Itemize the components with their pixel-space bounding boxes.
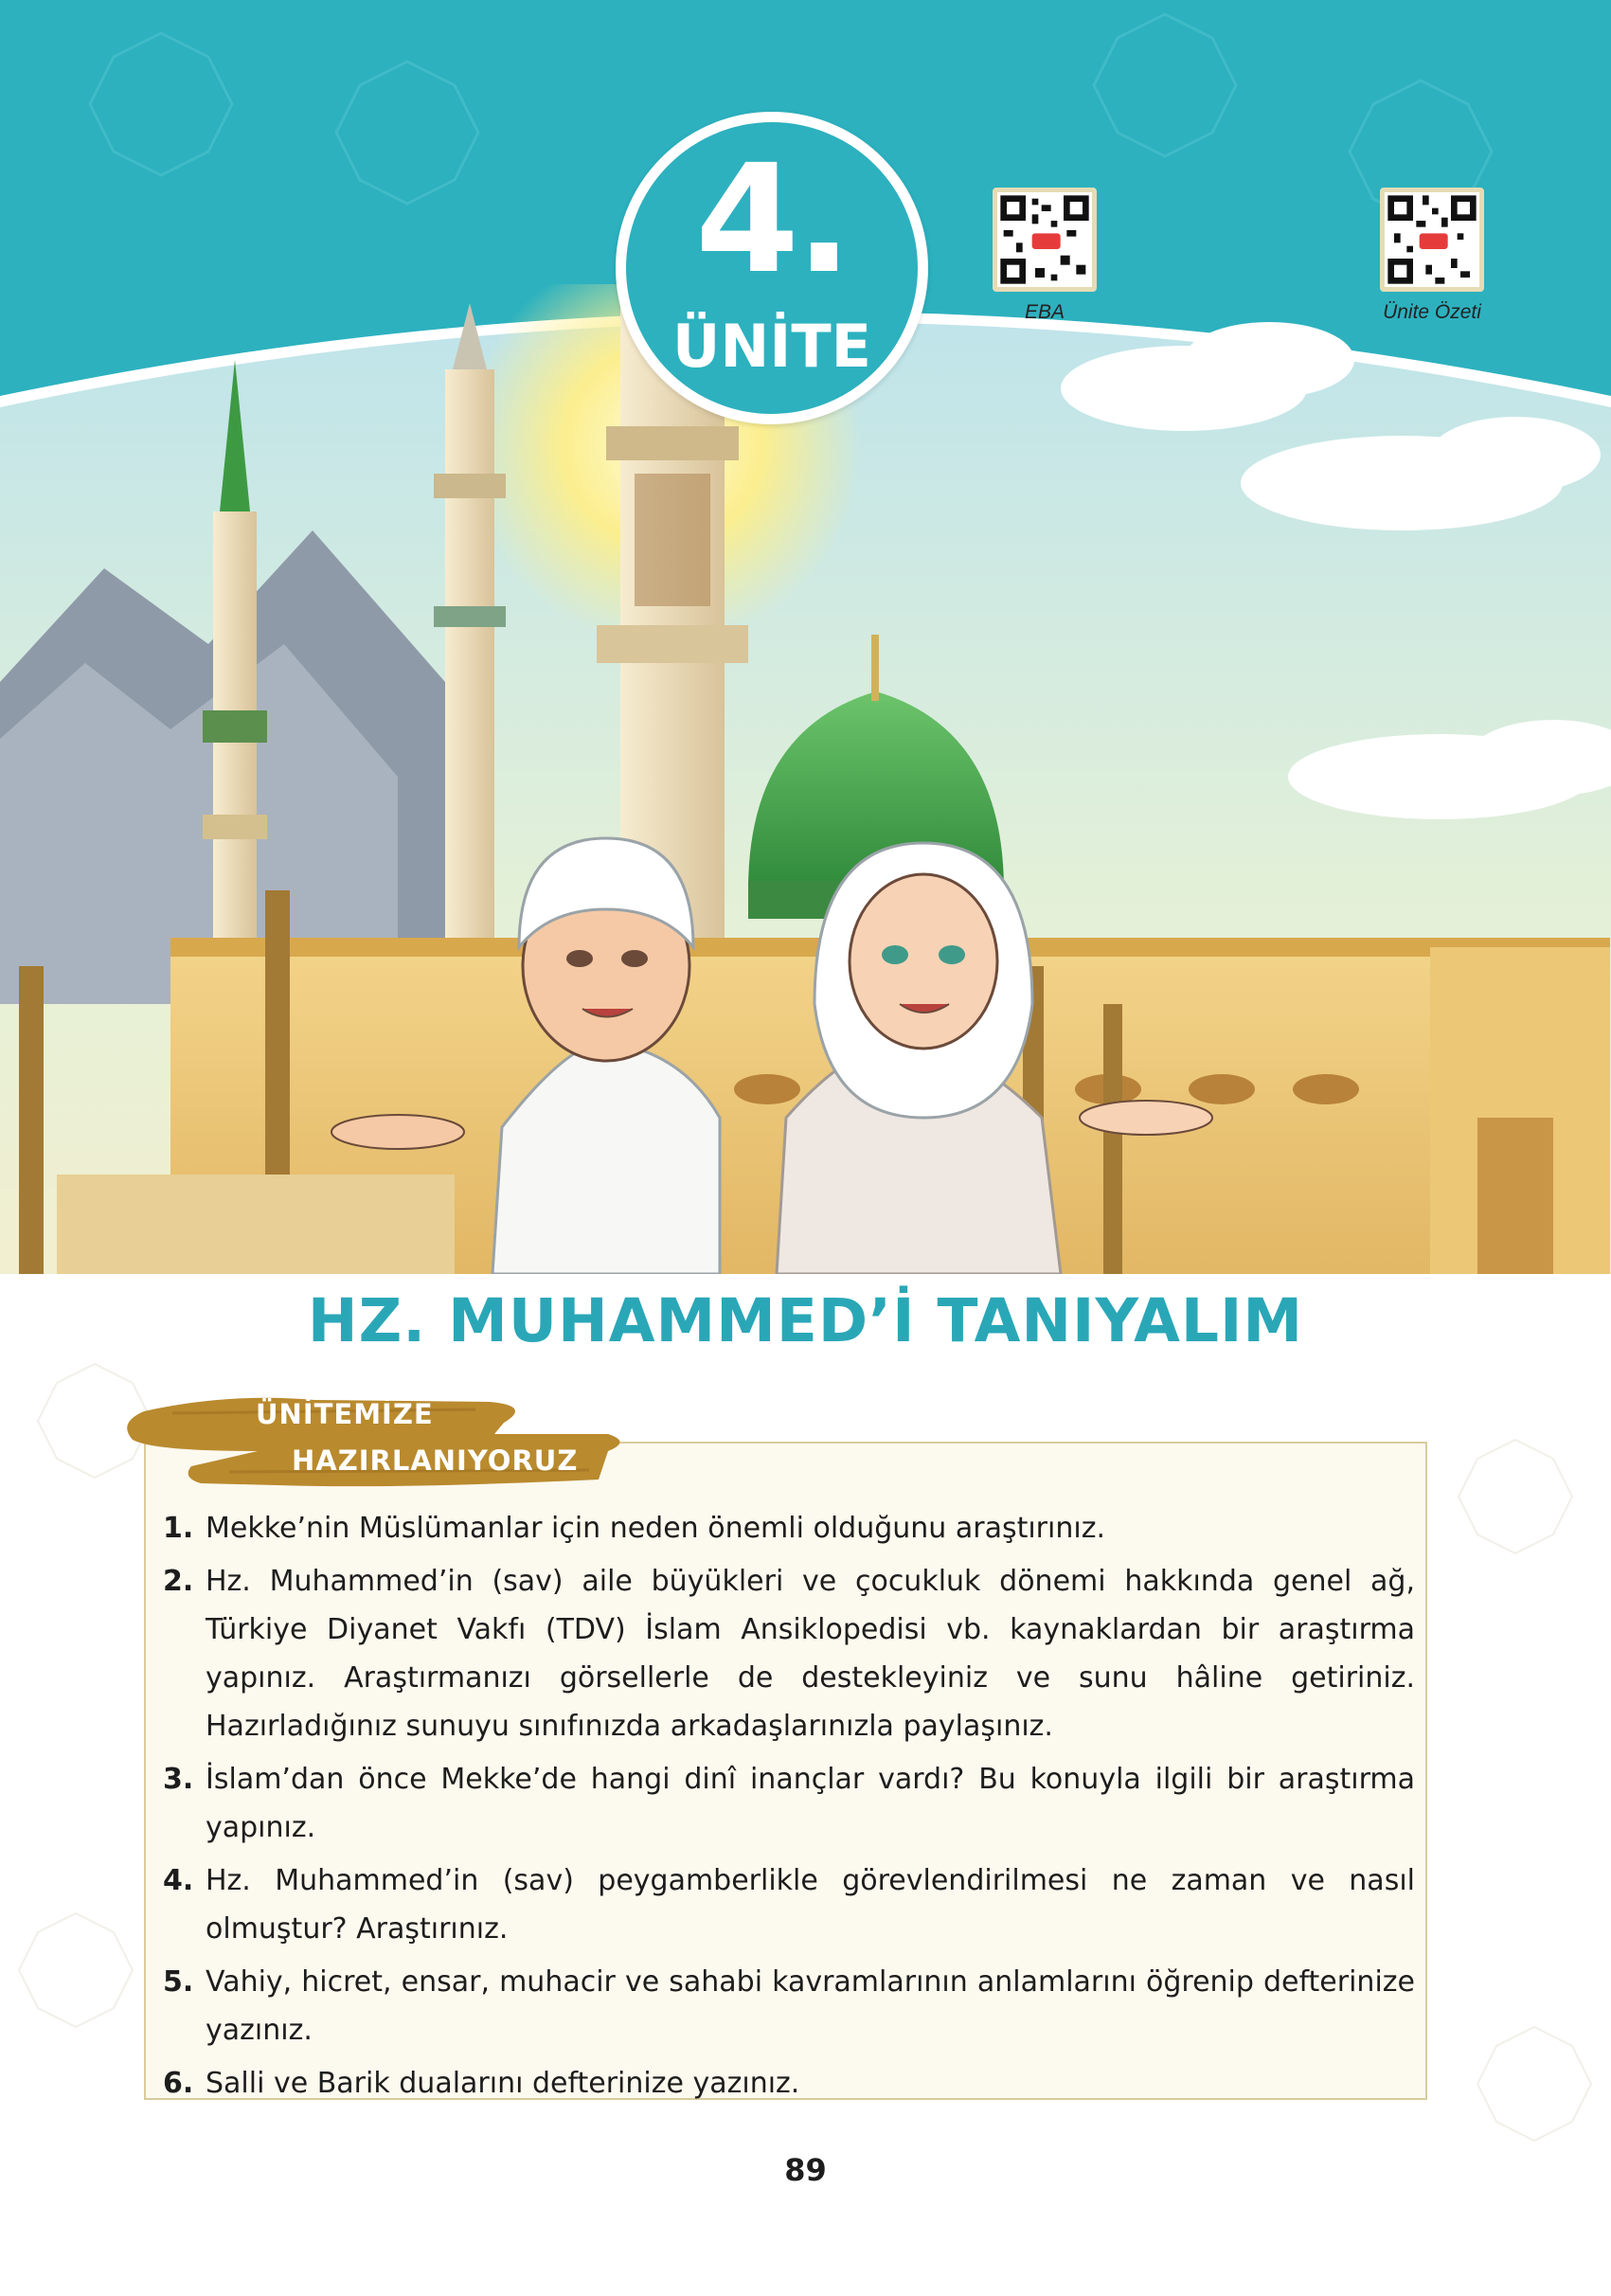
- list-item: [163, 1958, 1415, 2054]
- eba-qr-caption: EBA: [1024, 301, 1065, 323]
- qr-code-icon: [997, 192, 1092, 287]
- qr-code-icon: [1385, 192, 1479, 287]
- unit-summary-qr-caption: Ünite Özeti: [1383, 301, 1481, 323]
- prep-heading-line2: HAZIRLANIYORUZ: [292, 1444, 579, 1477]
- list-item: [163, 1557, 1415, 1750]
- task-number: 5.: [163, 1965, 194, 1999]
- task-number: 3.: [163, 1763, 194, 1796]
- list-item: [163, 1504, 1415, 1552]
- eba-qr-code[interactable]: [993, 188, 1097, 292]
- task-number: 6.: [163, 2067, 194, 2100]
- unit-number: 4.: [695, 133, 849, 307]
- task-number: 1.: [163, 1512, 194, 1545]
- list-item: [163, 1755, 1415, 1852]
- task-number: 2.: [163, 1565, 194, 1598]
- task-text: Salli ve Barik dualarını defterinize yazınız.: [206, 2067, 800, 2100]
- list-item: [163, 2059, 1415, 2108]
- task-text: İslam’dan önce Mekke’de hangi dinî inançlar vardı? Bu konuyla ilgili bir araştırma yapınız.: [206, 1763, 1415, 1844]
- page-title: HZ. MUHAMMED’İ TANIYALIM: [307, 1286, 1304, 1355]
- task-text: Vahiy, hicret, ensar, muhacir ve sahabi kavramlarının anlamlarını öğrenip defterinize yazınız.: [206, 1965, 1415, 2047]
- task-text: Mekke’nin Müslümanlar için neden önemli olduğunu araştırınız.: [206, 1512, 1105, 1545]
- list-item: [163, 1857, 1415, 1953]
- task-text: Hz. Muhammed’in (sav) peygamberlikle görevlendirilmesi ne zaman ve nasıl olmuştur? Araştırınız.: [206, 1864, 1415, 1946]
- prep-heading-line1: ÜNİTEMİZE: [256, 1398, 434, 1430]
- mosque-illustration: [0, 284, 1611, 1274]
- unit-summary-qr-code[interactable]: [1380, 188, 1484, 292]
- task-number: 4.: [163, 1864, 194, 1897]
- task-list: [163, 1504, 1415, 2112]
- page-number: 89: [784, 2152, 827, 2188]
- task-text: Hz. Muhammed’in (sav) aile büyükleri ve çocukluk dönemi hakkında genel ağ, Türkiye Diyanet Vakfı (TDV) İslam Ansiklopedisi vb. kaynaklardan bir araştırma yapınız. Araştırmanızı görsellerle de destekleyiniz ve sunu hâline getiriniz. Hazırladığınız sunuyu sınıfınızda arkadaşlarınızla paylaşınız.: [206, 1565, 1415, 1743]
- unit-label: ÜNİTE: [672, 312, 871, 381]
- unit-badge: [616, 112, 928, 424]
